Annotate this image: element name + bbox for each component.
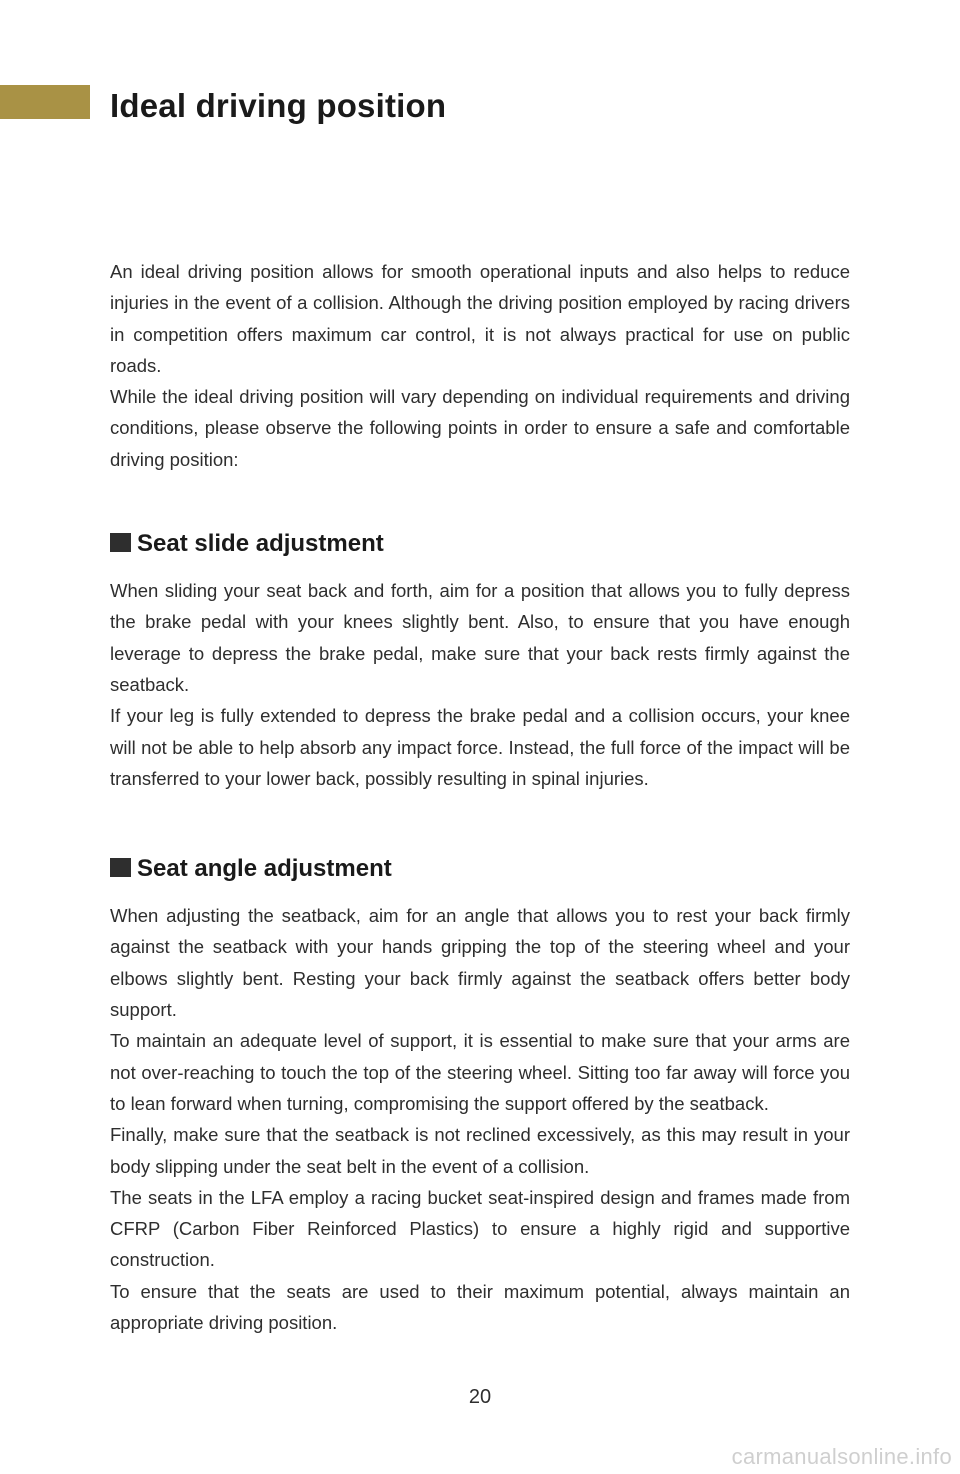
- section-paragraph: When adjusting the seatback, aim for an angle that allows you to rest your back firmly against the seatback with your hands gripping the top of the steering wheel and your elbows slightly bent. Resting your back firmly against the seatback offers better body support.: [110, 905, 850, 1021]
- section-title: Seat slide adjustment: [137, 530, 384, 558]
- section-seat-slide: [110, 527, 850, 794]
- title-accent-bar: [0, 85, 90, 119]
- page-content: [110, 256, 850, 1338]
- section-paragraph: To ensure that the seats are used to their maximum potential, always maintain an appropriate driving position.: [110, 1280, 850, 1334]
- section-heading: [110, 852, 850, 886]
- intro: [110, 256, 850, 475]
- page-number: 20: [468, 1386, 492, 1408]
- page-title: Ideal driving position: [110, 87, 447, 124]
- section-title: Seat angle adjustment: [137, 855, 392, 883]
- section-paragraph: When sliding your seat back and forth, aim for a position that allows you to fully depress the brake pedal with your knees slightly bent. Also, to ensure that you have enough leverage to depress the brake pedal, make sure that your back rests firmly against the seatback.: [110, 580, 850, 695]
- section-paragraph: If your leg is fully extended to depress the brake pedal and a collision occurs, your knee will not be able to help absorb any impact force. Instead, the full force of the impact will be transferred to your lower back, possibly resulting in spinal injuries.: [110, 705, 850, 789]
- section-heading: [110, 527, 850, 561]
- watermark: carmanualsonline.info: [731, 1444, 952, 1469]
- section-paragraph: To maintain an adequate level of support, it is essential to make sure that your arms are not over-reaching to touch the top of the steering wheel. Sitting too far away will force you to lean forward when turning, compromising the support offered by the seatback.: [110, 1030, 850, 1114]
- square-bullet-icon: [110, 533, 131, 552]
- section-paragraph: The seats in the LFA employ a racing bucket seat-inspired design and frames made from CFRP (Carbon Fiber Reinforced Plastics) to ensure a highly rigid and supportive construction.: [110, 1186, 850, 1271]
- intro-paragraph: An ideal driving position allows for smooth operational inputs and also helps to reduce injuries in the event of a collision. Although the driving position employed by racing drivers in competition offers maximum car control, it is not always practical for use on public roads.: [110, 261, 850, 376]
- section-seat-angle: [110, 852, 850, 1338]
- section-paragraph: Finally, make sure that the seatback is not reclined excessively, as this may result in your body slipping under the seat belt in the event of a collision.: [110, 1124, 850, 1177]
- intro-paragraph: While the ideal driving position will vary depending on individual requirements and driving conditions, please observe the following points in order to ensure a safe and comfortable driving position:: [110, 386, 850, 470]
- square-bullet-icon: [110, 858, 131, 877]
